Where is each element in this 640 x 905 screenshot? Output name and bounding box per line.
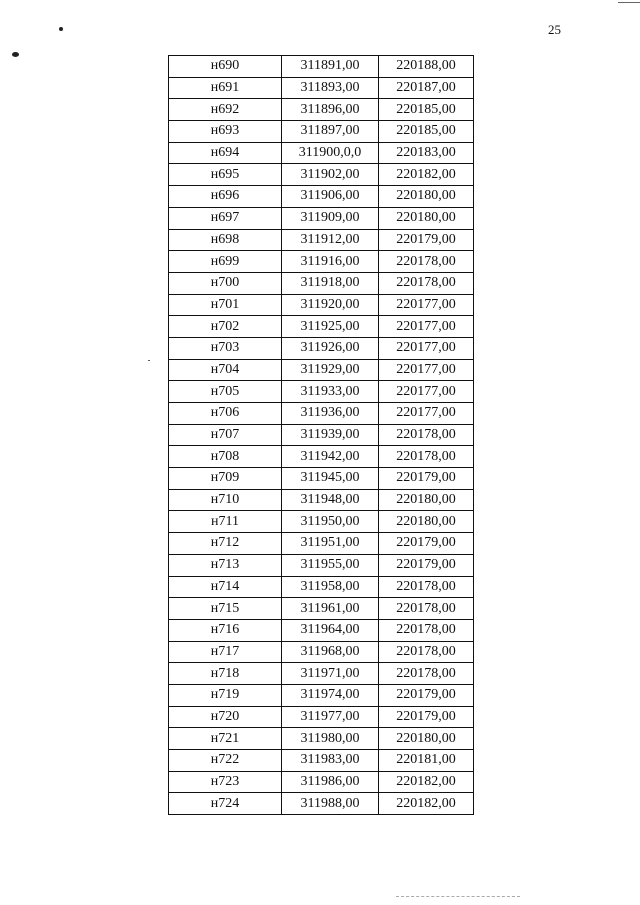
- x-coordinate-cell: 311988,00: [282, 793, 379, 815]
- x-coordinate-cell: 311968,00: [282, 641, 379, 663]
- scan-speck: [148, 360, 150, 361]
- x-coordinate-cell: 311951,00: [282, 533, 379, 555]
- y-coordinate-cell: 220180,00: [379, 489, 474, 511]
- y-coordinate-cell: 220177,00: [379, 337, 474, 359]
- bottom-dashed-line: [396, 896, 520, 897]
- scan-speck: [59, 27, 63, 31]
- y-coordinate-cell: 220185,00: [379, 99, 474, 121]
- x-coordinate-cell: 311974,00: [282, 684, 379, 706]
- x-coordinate-cell: 311926,00: [282, 337, 379, 359]
- y-coordinate-cell: 220178,00: [379, 446, 474, 468]
- x-coordinate-cell: 311909,00: [282, 207, 379, 229]
- point-name-cell: н724: [169, 793, 282, 815]
- table-row: [169, 750, 474, 772]
- table-row: [169, 56, 474, 78]
- x-coordinate-cell: 311958,00: [282, 576, 379, 598]
- table-row: [169, 359, 474, 381]
- table-row: [169, 251, 474, 273]
- point-name-cell: н723: [169, 771, 282, 793]
- x-coordinate-cell: 311912,00: [282, 229, 379, 251]
- y-coordinate-cell: 220180,00: [379, 186, 474, 208]
- y-coordinate-cell: 220179,00: [379, 706, 474, 728]
- x-coordinate-cell: 311945,00: [282, 468, 379, 490]
- point-name-cell: н709: [169, 468, 282, 490]
- y-coordinate-cell: 220177,00: [379, 381, 474, 403]
- point-name-cell: н693: [169, 121, 282, 143]
- x-coordinate-cell: 311891,00: [282, 56, 379, 78]
- table-row: [169, 663, 474, 685]
- y-coordinate-cell: 220178,00: [379, 251, 474, 273]
- point-name-cell: н707: [169, 424, 282, 446]
- table-row: [169, 186, 474, 208]
- table-row: [169, 381, 474, 403]
- table-row: [169, 489, 474, 511]
- y-coordinate-cell: 220179,00: [379, 468, 474, 490]
- x-coordinate-cell: 311918,00: [282, 272, 379, 294]
- x-coordinate-cell: 311929,00: [282, 359, 379, 381]
- point-name-cell: н691: [169, 77, 282, 99]
- scan-speck: [12, 52, 19, 57]
- x-coordinate-cell: 311971,00: [282, 663, 379, 685]
- table-row: [169, 229, 474, 251]
- point-name-cell: н706: [169, 403, 282, 425]
- point-name-cell: н705: [169, 381, 282, 403]
- table-row: [169, 424, 474, 446]
- point-name-cell: н721: [169, 728, 282, 750]
- table-row: [169, 511, 474, 533]
- table-row: [169, 793, 474, 815]
- y-coordinate-cell: 220177,00: [379, 403, 474, 425]
- y-coordinate-cell: 220188,00: [379, 56, 474, 78]
- y-coordinate-cell: 220182,00: [379, 771, 474, 793]
- point-name-cell: н715: [169, 598, 282, 620]
- table-row: [169, 446, 474, 468]
- x-coordinate-cell: 311980,00: [282, 728, 379, 750]
- table-row: [169, 403, 474, 425]
- y-coordinate-cell: 220179,00: [379, 684, 474, 706]
- point-name-cell: н718: [169, 663, 282, 685]
- x-coordinate-cell: 311902,00: [282, 164, 379, 186]
- table-row: [169, 619, 474, 641]
- y-coordinate-cell: 220180,00: [379, 511, 474, 533]
- x-coordinate-cell: 311942,00: [282, 446, 379, 468]
- table-row: [169, 468, 474, 490]
- table-row: [169, 598, 474, 620]
- x-coordinate-cell: 311955,00: [282, 554, 379, 576]
- point-name-cell: н701: [169, 294, 282, 316]
- table-row: [169, 164, 474, 186]
- point-name-cell: н695: [169, 164, 282, 186]
- table-row: [169, 316, 474, 338]
- x-coordinate-cell: 311939,00: [282, 424, 379, 446]
- point-name-cell: н711: [169, 511, 282, 533]
- point-name-cell: н697: [169, 207, 282, 229]
- table-row: [169, 77, 474, 99]
- table-row: [169, 641, 474, 663]
- page-number: 25: [548, 22, 561, 37]
- y-coordinate-cell: 220182,00: [379, 164, 474, 186]
- coordinates-table-body: [169, 56, 474, 815]
- y-coordinate-cell: 220178,00: [379, 619, 474, 641]
- x-coordinate-cell: 311906,00: [282, 186, 379, 208]
- point-name-cell: н722: [169, 750, 282, 772]
- y-coordinate-cell: 220180,00: [379, 207, 474, 229]
- x-coordinate-cell: 311900,0,0: [282, 142, 379, 164]
- x-coordinate-cell: 311961,00: [282, 598, 379, 620]
- y-coordinate-cell: 220185,00: [379, 121, 474, 143]
- point-name-cell: н703: [169, 337, 282, 359]
- point-name-cell: н710: [169, 489, 282, 511]
- coordinates-table: [168, 55, 474, 815]
- x-coordinate-cell: 311964,00: [282, 619, 379, 641]
- x-coordinate-cell: 311950,00: [282, 511, 379, 533]
- table-row: [169, 337, 474, 359]
- x-coordinate-cell: 311916,00: [282, 251, 379, 273]
- y-coordinate-cell: 220178,00: [379, 598, 474, 620]
- point-name-cell: н700: [169, 272, 282, 294]
- table-row: [169, 294, 474, 316]
- y-coordinate-cell: 220177,00: [379, 294, 474, 316]
- table-row: [169, 142, 474, 164]
- y-coordinate-cell: 220180,00: [379, 728, 474, 750]
- y-coordinate-cell: 220183,00: [379, 142, 474, 164]
- x-coordinate-cell: 311986,00: [282, 771, 379, 793]
- y-coordinate-cell: 220179,00: [379, 533, 474, 555]
- y-coordinate-cell: 220177,00: [379, 359, 474, 381]
- x-coordinate-cell: 311936,00: [282, 403, 379, 425]
- table-row: [169, 533, 474, 555]
- point-name-cell: н717: [169, 641, 282, 663]
- table-row: [169, 684, 474, 706]
- y-coordinate-cell: 220182,00: [379, 793, 474, 815]
- table-row: [169, 706, 474, 728]
- point-name-cell: н713: [169, 554, 282, 576]
- y-coordinate-cell: 220178,00: [379, 272, 474, 294]
- y-coordinate-cell: 220179,00: [379, 554, 474, 576]
- point-name-cell: н704: [169, 359, 282, 381]
- x-coordinate-cell: 311893,00: [282, 77, 379, 99]
- y-coordinate-cell: 220181,00: [379, 750, 474, 772]
- y-coordinate-cell: 220178,00: [379, 424, 474, 446]
- point-name-cell: н714: [169, 576, 282, 598]
- x-coordinate-cell: 311925,00: [282, 316, 379, 338]
- table-row: [169, 99, 474, 121]
- point-name-cell: н716: [169, 619, 282, 641]
- y-coordinate-cell: 220178,00: [379, 663, 474, 685]
- x-coordinate-cell: 311977,00: [282, 706, 379, 728]
- point-name-cell: н719: [169, 684, 282, 706]
- y-coordinate-cell: 220179,00: [379, 229, 474, 251]
- table-row: [169, 272, 474, 294]
- y-coordinate-cell: 220187,00: [379, 77, 474, 99]
- x-coordinate-cell: 311896,00: [282, 99, 379, 121]
- point-name-cell: н696: [169, 186, 282, 208]
- point-name-cell: н712: [169, 533, 282, 555]
- x-coordinate-cell: 311933,00: [282, 381, 379, 403]
- table-row: [169, 576, 474, 598]
- point-name-cell: н720: [169, 706, 282, 728]
- point-name-cell: н708: [169, 446, 282, 468]
- top-edge-rule: [618, 2, 640, 3]
- table-row: [169, 554, 474, 576]
- point-name-cell: н698: [169, 229, 282, 251]
- table-row: [169, 207, 474, 229]
- x-coordinate-cell: 311897,00: [282, 121, 379, 143]
- point-name-cell: н692: [169, 99, 282, 121]
- y-coordinate-cell: 220178,00: [379, 641, 474, 663]
- point-name-cell: н690: [169, 56, 282, 78]
- point-name-cell: н699: [169, 251, 282, 273]
- table-row: [169, 771, 474, 793]
- point-name-cell: н702: [169, 316, 282, 338]
- table-row: [169, 728, 474, 750]
- point-name-cell: н694: [169, 142, 282, 164]
- x-coordinate-cell: 311948,00: [282, 489, 379, 511]
- y-coordinate-cell: 220177,00: [379, 316, 474, 338]
- x-coordinate-cell: 311983,00: [282, 750, 379, 772]
- table-row: [169, 121, 474, 143]
- x-coordinate-cell: 311920,00: [282, 294, 379, 316]
- y-coordinate-cell: 220178,00: [379, 576, 474, 598]
